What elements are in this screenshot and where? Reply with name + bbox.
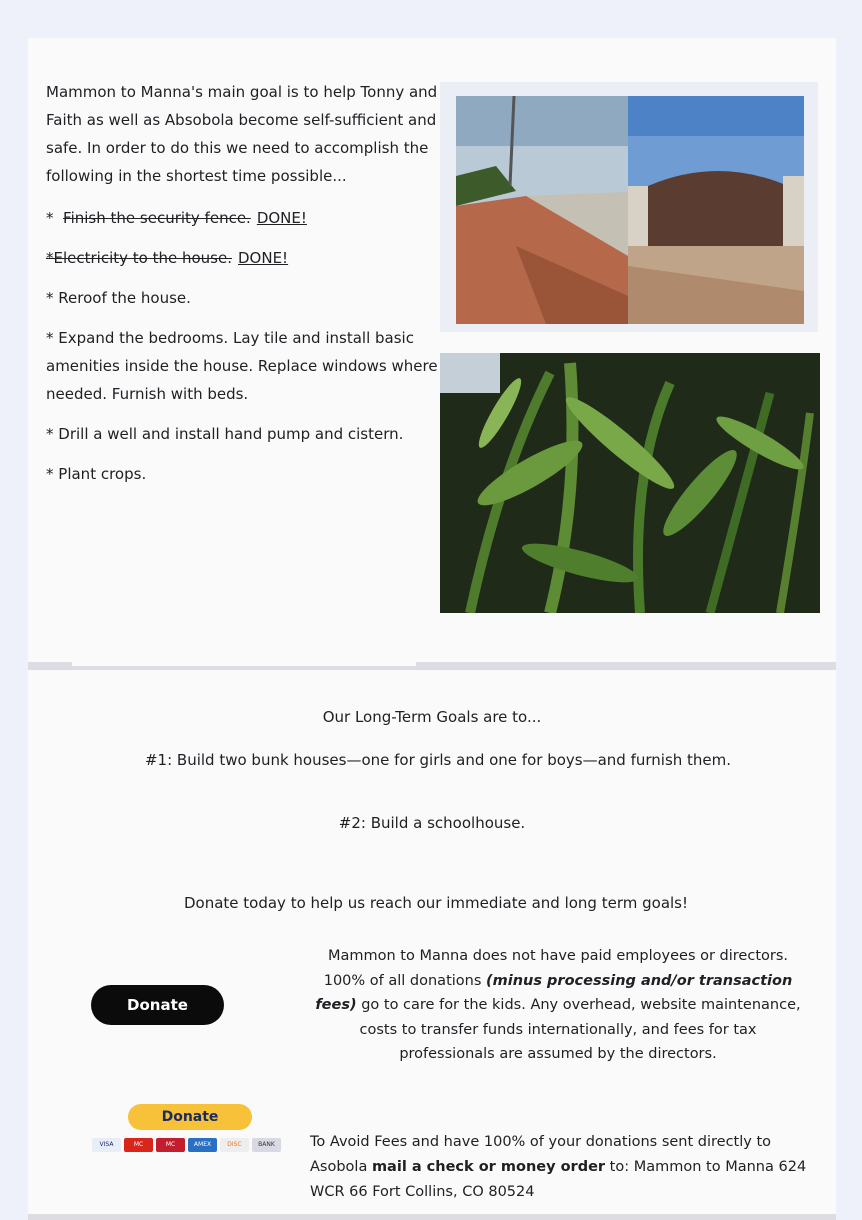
donate-today-text: Donate today to help us reach our immediate and long term goals! [183, 894, 689, 912]
fence-photos [440, 82, 818, 332]
bullet: * [46, 329, 54, 347]
mastercard-icon: MC [124, 1138, 153, 1152]
fence-road-photo [456, 96, 628, 324]
goal-bedrooms-text: Expand the bedrooms. Lay tile and install basic amenities inside the house. Replace windows where needed. Furnish with beds. [46, 329, 438, 403]
goal-crops-text: Plant crops. [58, 465, 147, 483]
content-card [28, 38, 836, 1220]
bullet: * [46, 289, 54, 307]
bottom-bar [28, 1214, 836, 1220]
long-term-goal-1: #1: Build two bunk houses—one for girls and one for boys—and furnish them. [144, 751, 732, 769]
mail-text-2: to: Mammon to Manna 624 WCR 66 Fort Collins, CO 80524 [310, 1159, 807, 1200]
long-term-goal-2: #2: Build a schoolhouse. [338, 814, 526, 832]
goal-electricity-done: DONE! [238, 249, 289, 267]
payment-card-logos [92, 1138, 281, 1152]
corn-crop-photo [440, 353, 820, 613]
mail-text-1: To Avoid Fees and have 100% of your donations sent directly to Asobola [310, 1134, 772, 1175]
bank-icon: BANK [252, 1138, 281, 1152]
goal-reroof-text: Reroof the house. [58, 289, 191, 307]
goal-well-text: Drill a well and install hand pump and cistern. [58, 425, 404, 443]
donation-info [312, 944, 804, 1067]
gate-photo [628, 96, 804, 324]
paypal-donate-button[interactable]: Donate [128, 1104, 252, 1130]
goal-electricity-text: Electricity to the house. [53, 249, 232, 267]
amex-icon: AMEX [188, 1138, 217, 1152]
intro-paragraph: Mammon to Manna's main goal is to help Tonny and Faith as well as Absobola become self-sufficient and safe. In order to do this we need to accomplish the following in the shortest time possible... [46, 83, 438, 185]
mail-bold: mail a check or money order [371, 1159, 606, 1175]
info-text-1: Mammon to Manna does not have paid employees or directors. 100% of all donations [323, 948, 788, 989]
section-divider [28, 662, 836, 670]
info-text-2: go to care for the kids. Any overhead, website maintenance, costs to transfer funds internationally, and fees for tax professionals are assumed by the directors. [356, 997, 801, 1062]
bullet: * [46, 249, 54, 267]
goal-crops [46, 460, 438, 488]
goal-reroof [46, 284, 438, 312]
long-term-title: Our Long-Term Goals are to... [322, 708, 542, 726]
bullet: * [46, 465, 54, 483]
goal-electricity [46, 244, 438, 272]
mail-instructions [310, 1130, 810, 1205]
donate-button[interactable]: Donate [91, 985, 224, 1025]
bullet: * [46, 209, 54, 227]
discover-icon: DISC [220, 1138, 249, 1152]
info-emphasis: (minus processing and/or transaction fees) [315, 972, 793, 1013]
immediate-goals [46, 78, 438, 500]
goal-fence-text: Finish the security fence. [63, 209, 251, 227]
maestro-icon: MC [156, 1138, 185, 1152]
goal-well [46, 420, 438, 448]
visa-icon: VISA [92, 1138, 121, 1152]
goal-fence [46, 204, 438, 232]
bullet: * [46, 425, 54, 443]
goal-bedrooms [46, 324, 438, 408]
goal-fence-done: DONE! [256, 209, 307, 227]
